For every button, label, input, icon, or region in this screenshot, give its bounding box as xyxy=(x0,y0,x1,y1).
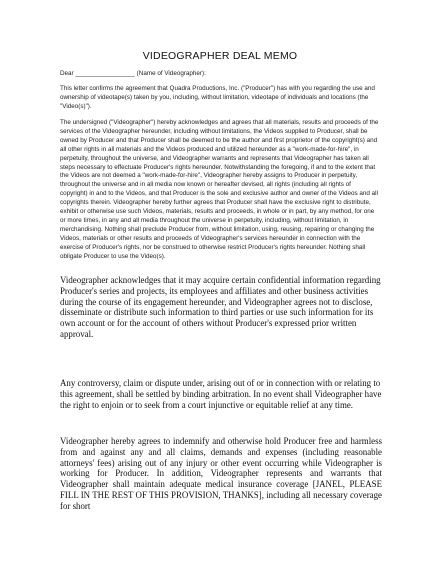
intro-paragraph: This letter confirms the agreement that Quadra Productions, Inc. ("Producer") has with you regarding the use and ownership of videotape(s) taken by you, including, without limitation, videotape of individuals and locations (the "Video(s)"). xyxy=(60,85,375,110)
confidentiality-paragraph: Videographer acknowledges that it may acquire certain confidential information regarding Producer's series and projects, its employees and affiliates and other business activities during the course of its engagement hereunder, and Videographer agrees not to disclose, disseminate or distribute such information to third parties or use such information for its own account or for the account of others without Producer's expressed prior written approval. xyxy=(60,275,381,339)
indemnification-paragraph: Videographer hereby agrees to indemnify and otherwise hold Producer free and harmless from and against any and all claims, demands and expenses (including reasonable attorneys' fees) arising out of any injury or other event occurring while Videographer is working for Producer. In addition, Videographer represents and warrants that Videographer shall maintain adequate medical insurance coverage [JANEL, PLEASE FILL IN THE REST OF THIS PROVISION, THANKS], including all necessary coverage for short xyxy=(60,436,382,511)
salutation-line: Dear _________________ (Name of Videographer): xyxy=(60,70,206,77)
arbitration-paragraph: Any controversy, claim or dispute under, arising out of or in connection with or relating to this agreement, shall be settled by binding arbitration. In no event shall Videographer have the right to enjoin or to seek from a court injunctive or equitable relief at any time. xyxy=(60,378,382,410)
ownership-paragraph: The undersigned ("Videographer") hereby acknowledges and agrees that all materials, results and proceeds of the services of the Videographer hereunder, including without limitations, the Videos supplied to Producer, shall be owned by Producer and that Producer shall be deemed to be the author and first proprietor of the copyright(s) and all other rights in all materials and the Videos produced and utilized hereunder as a "work-made-for-hire", in perpetuity, throughout the universe, and Videographer warrants and represents that Videographer has taken all steps necessary to effectuate Producer's rights hereunder. Notwithstanding the foregoing, if and to the extent that the Videos are not deemed a "work-made-for-hire", Videographer hereby assigns to Producer in perpetuity, throughout the universe and in all media now known or hereafter devised, all rights (including all rights of copyright) in and to the Videos, and that Producer is the sole and exclusive author and owner of the Videos and all copyrights therein. Videographer hereby further agrees that Producer shall have the exclusive right to distribute, exhibit or otherwise use such Videos, materials, results and proceeds, in whole or in part, by any method, for one or more times, in any and all media throughout the universe in perpetuity, including, without limitation, in merchandising. Nothing shall preclude Producer from, without limitation, using, reusing, repairing or changing the Videos, materials or other results and proceeds of Videographer's services hereunder in connection with the exercise of Producer's rights, nor be construed to otherwise restrict Producer's rights hereunder. Nothing shall obligate Producer to use the Video(s). xyxy=(60,119,379,260)
document-title: VIDEOGRAPHER DEAL MEMO xyxy=(142,50,298,62)
